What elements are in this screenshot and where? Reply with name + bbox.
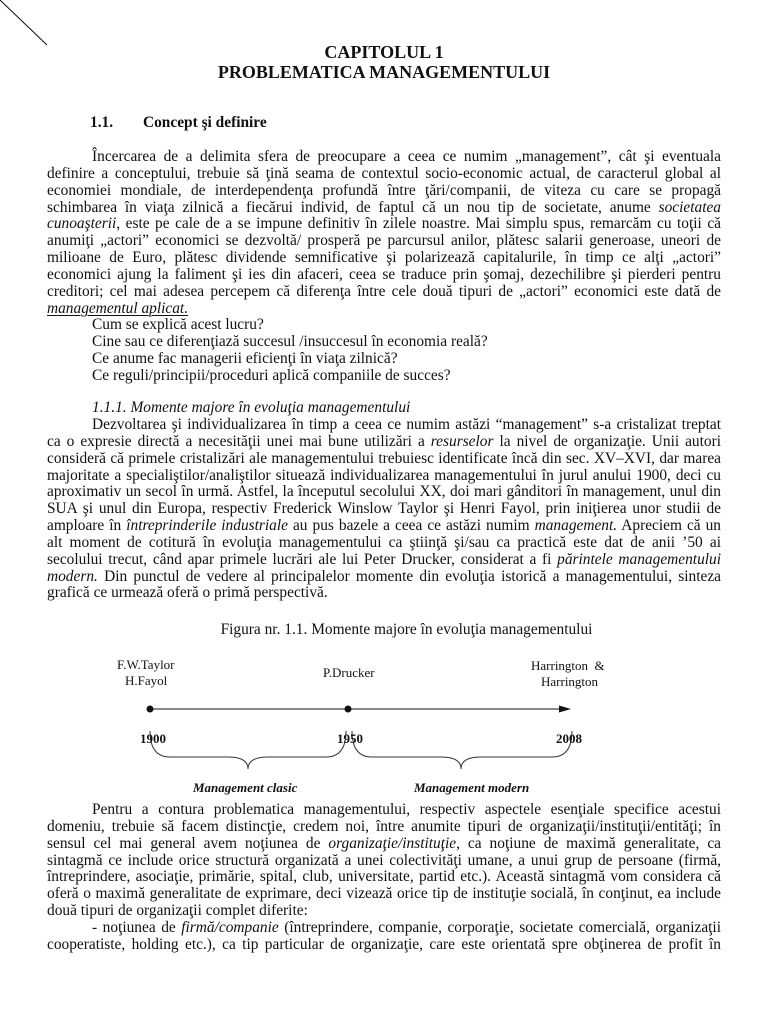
text-line: [47, 301, 721, 318]
text-line: [47, 937, 721, 954]
era-label-classic: Management clasic: [193, 780, 298, 795]
underlined-emphasis-text: managementul aplicat.: [47, 299, 189, 317]
text-line: [47, 552, 721, 569]
emphasis-text: părintele managementului: [557, 550, 722, 568]
text-run: au pus bazele a ceea ce astăzi numim: [287, 517, 535, 535]
emphasis-text: resurselor: [430, 432, 494, 450]
emphasis-text: modern.: [47, 567, 98, 585]
text-run: amploare în: [47, 517, 127, 535]
text-run: sintagmă ce include orice structură organizată a unei colectivităţi umane, a unui grup de persoane (firmă,: [47, 851, 721, 869]
brace-modern: [352, 731, 572, 769]
milestone-label: Harrington &: [531, 658, 605, 673]
text-run: economici ajung la faliment şi ies din afaceri, ceea se traduce prin şomaj, dezechilibre şi pierderi pentru: [47, 265, 721, 283]
text-run: cooperatiste, holding etc.), ca tip particular de organizaţie, care este orientată spre obţinerea de profit în: [47, 935, 721, 953]
text-line: [47, 836, 721, 853]
milestone-label: Harrington: [541, 674, 599, 689]
text-run: , este pe cale de a se impune definitiv în zilele noastre. Mai simplu spus, remarcăm cu toţii că: [116, 215, 721, 233]
text-run: ca o expresie directă a necesităţii unei mai bune utilizări a: [47, 432, 431, 450]
text-line: [47, 183, 721, 200]
text-run: aproximativ un secol în urmă. Astfel, la începutul secolului XX, doi mari gânditori în management, unul din: [47, 483, 721, 501]
text-run: Apreciem că un: [617, 517, 721, 535]
organizations-text: [47, 802, 721, 954]
history-text: [47, 417, 721, 602]
text-run: oferă o maximă generalitate de exprimare, deci vizează orice tip de instituţie socială, în conţinut, ea include: [47, 885, 721, 903]
text-run: - noţiunea de: [92, 918, 182, 936]
timeline-year: 1900: [140, 731, 166, 746]
emphasis-text: organizaţie/instituţie: [328, 834, 457, 852]
text-run: anumiţi „actori” economici se dezvoltă/ prosperă pe parcursul anilor, plătesc salarii generoase, uneori de: [47, 232, 721, 250]
text-line: [47, 802, 721, 819]
text-run: grafică ce urmează oferă o primă perspectivă.: [47, 584, 328, 602]
chapter-number: CAPITOLUL 1: [324, 42, 444, 62]
text-line: [47, 535, 721, 552]
text-run: două tipuri de organizaţii complet diferite:: [47, 902, 308, 920]
brace-classic: [150, 731, 346, 769]
text-run: SUA şi unul din Europa, respectiv Frederick Winslow Taylor şi Henri Fayol, prin iniţierea unor studii de: [47, 500, 721, 518]
text-line: [47, 501, 721, 518]
emphasis-text: întreprinderile industriale: [126, 517, 288, 535]
timeline-year: 2008: [556, 731, 582, 746]
paragraph-organizations: [47, 802, 721, 920]
text-line: [47, 250, 721, 267]
text-run: majoritate a specialiştilor/analiştilor situează individualizarea managementului în jurul anului 1900, deci cu: [47, 466, 721, 484]
text-run: Din punctul de vedere al principalelor momente din evoluţia istorică a managementului, sinteza: [97, 567, 721, 585]
text-run: Încercarea de a delimita sfera de preocupare a ceea ce numim „management”, cât şi eventuala: [92, 148, 721, 165]
timeline-point-1900: [147, 706, 154, 713]
text-run: , ca noţiune de maximă generalitate, ca: [456, 834, 721, 852]
text-run: economiei mondiale, de interdependenţa profundă între ţări/companii, de viteza cu care se propagă: [47, 181, 721, 199]
milestone-label: F.W.Taylor: [117, 657, 175, 672]
text-line: [47, 518, 721, 535]
subsection-heading: 1.1.1. Momente majore în evoluţia managementului: [92, 399, 411, 416]
text-run: domeniu, trebuie să facem distincţie, credem noi, între anumite tipuri de organizaţii/instituţii/entităţi; în: [47, 817, 721, 835]
emphasis-text: cunoaşterii: [47, 215, 117, 233]
timeline-point-1950: [345, 706, 352, 713]
text-run: creditori; cel mai adesea percepem că diferenţa între cele două tipuri de „actori” economici este dată de: [47, 282, 721, 300]
section-title: Concept şi definire: [143, 114, 267, 131]
text-run: Pentru a contura problematica managementului, respectiv aspectele esenţiale specifice acestui: [92, 801, 721, 818]
question-item: Cum se explică acest lucru?: [92, 316, 264, 334]
chapter-title: PROBLEMATICA MANAGEMENTULUI: [217, 62, 551, 82]
text-line: [47, 920, 721, 937]
list-item-firm: [47, 920, 721, 954]
question-item: Ce reguli/principii/proceduri aplică companiile de succes?: [92, 366, 451, 384]
text-run: alt moment de cotitură în evoluţia managementului ca ştiinţă şi/sau ca practică este dat de anii ’50 ai: [47, 533, 721, 551]
timeline-graphic: [0, 690, 768, 780]
text-line: [47, 149, 721, 166]
text-line: [47, 200, 721, 217]
timeline-year: 1950: [337, 731, 363, 746]
figure-caption: Figura nr. 1.1. Momente majore în evoluţia managementului: [220, 621, 593, 638]
text-line: [47, 819, 721, 836]
timeline-arrowhead: [559, 706, 571, 713]
emphasis-text: societatea: [658, 198, 721, 216]
intro-text: [47, 149, 721, 385]
milestone-label: H.Fayol: [125, 673, 168, 688]
section-number: 1.1.: [90, 114, 114, 131]
text-run: secolului trecut, când apar primele lucrări ale lui Peter Drucker, considerat a fi: [47, 550, 558, 568]
timeline-figure: [0, 640, 768, 800]
text-line: [47, 216, 721, 233]
subsection-heading-wrap: [47, 400, 721, 417]
text-run: consideră că primele cristalizări ale managementului trebuiesc identificate încă din sec. XV–XVI, dar marea: [47, 449, 721, 467]
era-label-modern: Management modern: [414, 780, 530, 795]
text-run: Dezvoltarea şi individualizarea în timp a ceea ce numim astăzi “management” s-a cristalizat treptat: [92, 416, 721, 433]
text-line: [47, 853, 721, 870]
text-line: [47, 451, 721, 468]
text-line: [47, 886, 721, 903]
question-item: Cine sau ce diferenţiază succesul /insuccesul în economia reală?: [92, 333, 488, 351]
paragraph-history: [47, 417, 721, 602]
text-line: [47, 869, 721, 886]
text-line: [47, 903, 721, 920]
milestone-label: P.Drucker: [323, 665, 375, 680]
text-line: [47, 569, 721, 586]
text-run: (întreprindere, companie, corporaţie, societate comercială, organizaţii: [278, 918, 721, 936]
text-line: [47, 267, 721, 284]
text-run: sensul cel mai general avem noţiunea de: [47, 834, 329, 852]
text-run: schimbarea în viaţa zilnică a fiecărui individ, de faptul că un nou tip de societate, anume: [47, 198, 659, 216]
paragraph-intro: [47, 149, 721, 317]
text-run: definire a conceptului, trebuie să ţină seama de contextul socio-economic actual, de caracterul global al: [47, 164, 721, 182]
text-line: [47, 434, 721, 451]
text-line: [47, 417, 721, 434]
text-line: [47, 468, 721, 485]
text-run: milioane de Euro, plătesc dividende semnificative şi polarizează capitalurile, în timp ce alţi „actori”: [47, 249, 721, 267]
text-run: la nivel de organizaţie. Unii autori: [493, 432, 722, 450]
text-line: [47, 233, 721, 250]
emphasis-text: management.: [534, 517, 618, 535]
text-line: [47, 284, 721, 301]
text-line: [47, 585, 721, 602]
chapter-header: [0, 42, 768, 82]
text-line: [47, 484, 721, 501]
question-item: Ce anume fac managerii eficienţi în viaţa zilnică?: [92, 350, 398, 368]
emphasis-text: firmă/companie: [181, 918, 279, 936]
text-line: [47, 166, 721, 183]
text-run: întreprindere, asociaţie, primărie, spital, club, universitate, partid etc.). Această sintagmă vom considera că: [47, 868, 721, 886]
